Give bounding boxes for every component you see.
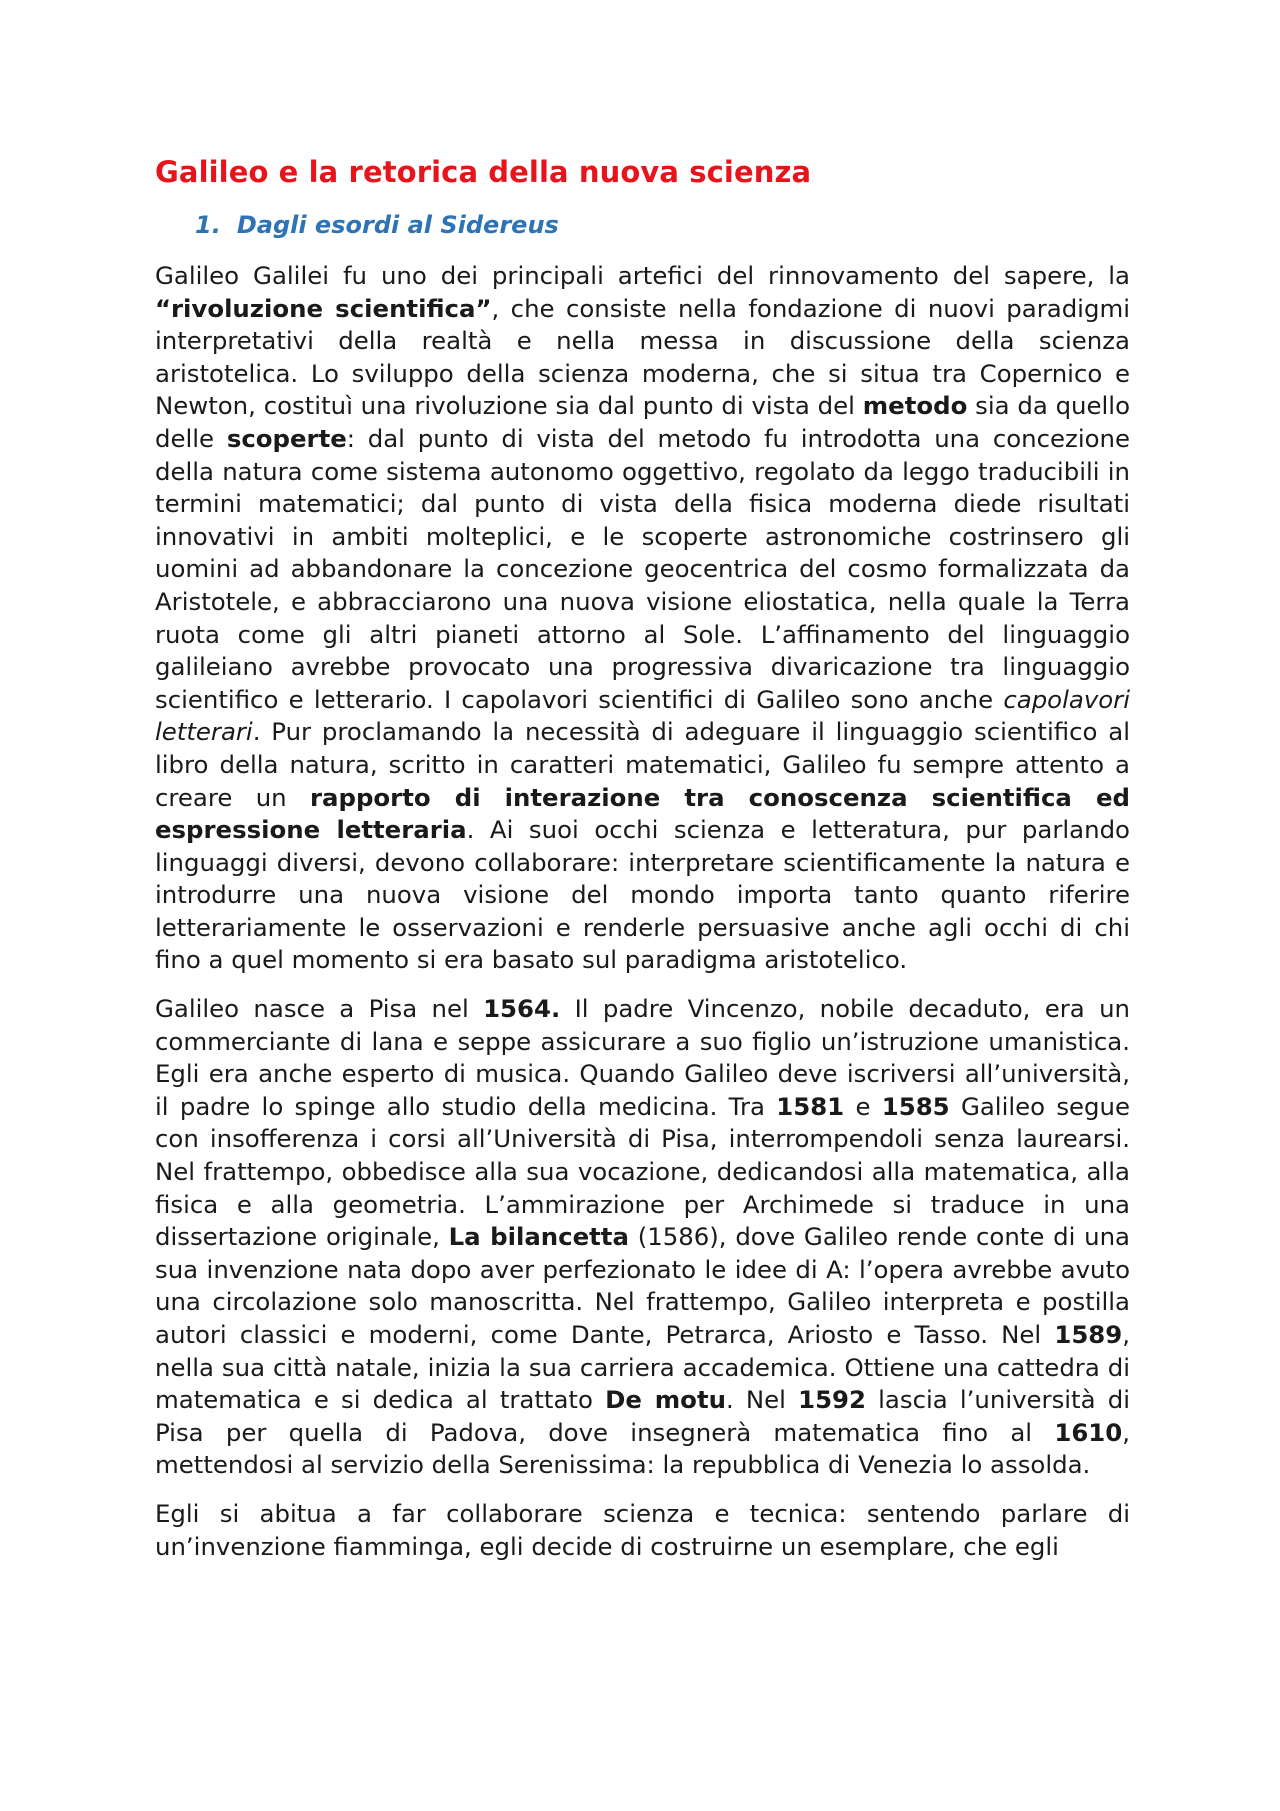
text-run: e [844, 1091, 882, 1121]
text-run: Galileo nasce a Pisa nel [155, 994, 484, 1024]
bold-term: metodo [862, 391, 968, 421]
text-run: , mettendosi al servizio della Serenissima: la repubblica di Venezia lo assolda. [155, 1417, 1130, 1480]
bold-term: 1589 [1054, 1320, 1123, 1349]
bold-term: 1564. [483, 994, 561, 1024]
bold-term: La bilancetta [448, 1222, 629, 1252]
text-run: Egli si abitua a far collaborare scienza e tecnica: sentendo parlare di un’invenzione fiamminga, egli decide di costruirne un esemplare, che egli [155, 1498, 1130, 1561]
text-run: , che consiste nella fondazione di nuovi paradigmi interpretativi della realtà e nella messa in discussione della scienza aristotelica. Lo sviluppo della scienza moderna, che si situa tra Copernico e Newton, costituì una rivoluzione sia dal punto di vista del [155, 293, 1130, 421]
paragraph-1 [155, 260, 1130, 977]
text-run: . Nel [725, 1385, 799, 1415]
bold-term: De motu [605, 1385, 726, 1415]
text-run: Galileo Galilei fu uno dei principali artefici del rinnovamento del sapere, la [155, 261, 1130, 290]
italic-term: capolavori letterari [155, 684, 1130, 747]
bold-term: rapporto di interazione tra conoscenza scientifica ed espressione letteraria [155, 782, 1130, 845]
bold-term: 1581 [776, 1091, 845, 1121]
text-run: Il padre Vincenzo, nobile decaduto, era un commerciante di lana e seppe assicurare a suo figlio un’istruzione umanistica. Egli era anche esperto di musica. Quando Galileo deve iscriversi all’università, il padre lo spinge allo studio della medicina. Tra [155, 994, 1130, 1121]
text-run: (1586), dove Galileo rende conte di una sua invenzione nata dopo aver perfezionato le idee di A: l’opera avrebbe avuto una circolazione solo manoscritta. Nel frattempo, Galileo interpreta e postilla autori classici e moderni, come Dante, Petrarca, Ariosto e Tasso. Nel [155, 1222, 1130, 1349]
text-run: Galileo segue con insofferenza i corsi all’Università di Pisa, interrompendoli senza laurearsi. Nel frattempo, obbedisce alla sua vocazione, dedicandosi alla matematica, alla fisica e alla geometria. L’ammirazione per Archimede si traduce in una dissertazione originale, [155, 1091, 1131, 1252]
text-run: sia da quello delle [155, 391, 1130, 453]
text-run: . Ai suoi occhi scienza e letteratura, pur parlando linguaggi diversi, devono collaborare: interpretare scientificamente la natura e introdurre una nuova visione del mondo importa tanto quanto riferire letterariamente le osservazioni e renderle persuasive anche agli occhi di chi fino a quel momento si era basato sul paradigma aristotelico. [155, 815, 1130, 975]
document-title: Galileo e la retorica della nuova scienza [155, 155, 812, 189]
paragraph-2 [155, 993, 1130, 1482]
bold-term: 1592 [798, 1385, 866, 1415]
text-run: lascia l’università di Pisa per quella di Padova, dove insegnerà matematica fino al [155, 1385, 1130, 1447]
text-run: : dal punto di vista del metodo fu introdotta una concezione della natura come sistema autonomo oggettivo, regolato da leggo traducibili in termini matematici; dal punto di vista della fisica moderna diede risultati innovativi in ambiti molteplici, e le scoperte astronomiche costrinsero gli uomini ad abbandonare la concezione geocentrica del cosmo formalizzata da Aristotele, e abbracciarono una nuova visione eliostatica, nella quale la Terra ruota come gli altri pianeti attorno al Sole. L’affinamento del linguaggio galileiano avrebbe provocato una progressiva divaricazione tra linguaggio scientifico e letterario. I capolavori scientifici di Galileo sono anche [155, 423, 1130, 714]
bold-term: “rivoluzione scientifica” [155, 293, 492, 323]
bold-term: 1585 [881, 1091, 950, 1121]
section-heading [195, 208, 1130, 242]
bold-term: 1610 [1054, 1417, 1123, 1447]
section-title: Dagli esordi al Sidereus [236, 211, 559, 239]
section-number: 1. [195, 211, 221, 239]
paragraph-3 [155, 1498, 1130, 1563]
text-run: , nella sua città natale, inizia la sua carriera accademica. Ottiene una cattedra di matematica e si dedica al trattato [155, 1320, 1130, 1415]
bold-term: scoperte [226, 423, 347, 453]
text-run: . Pur proclamando la necessità di adeguare il linguaggio scientifico al libro della natura, scritto in caratteri matematici, Galileo fu sempre attento a creare un [155, 717, 1130, 812]
